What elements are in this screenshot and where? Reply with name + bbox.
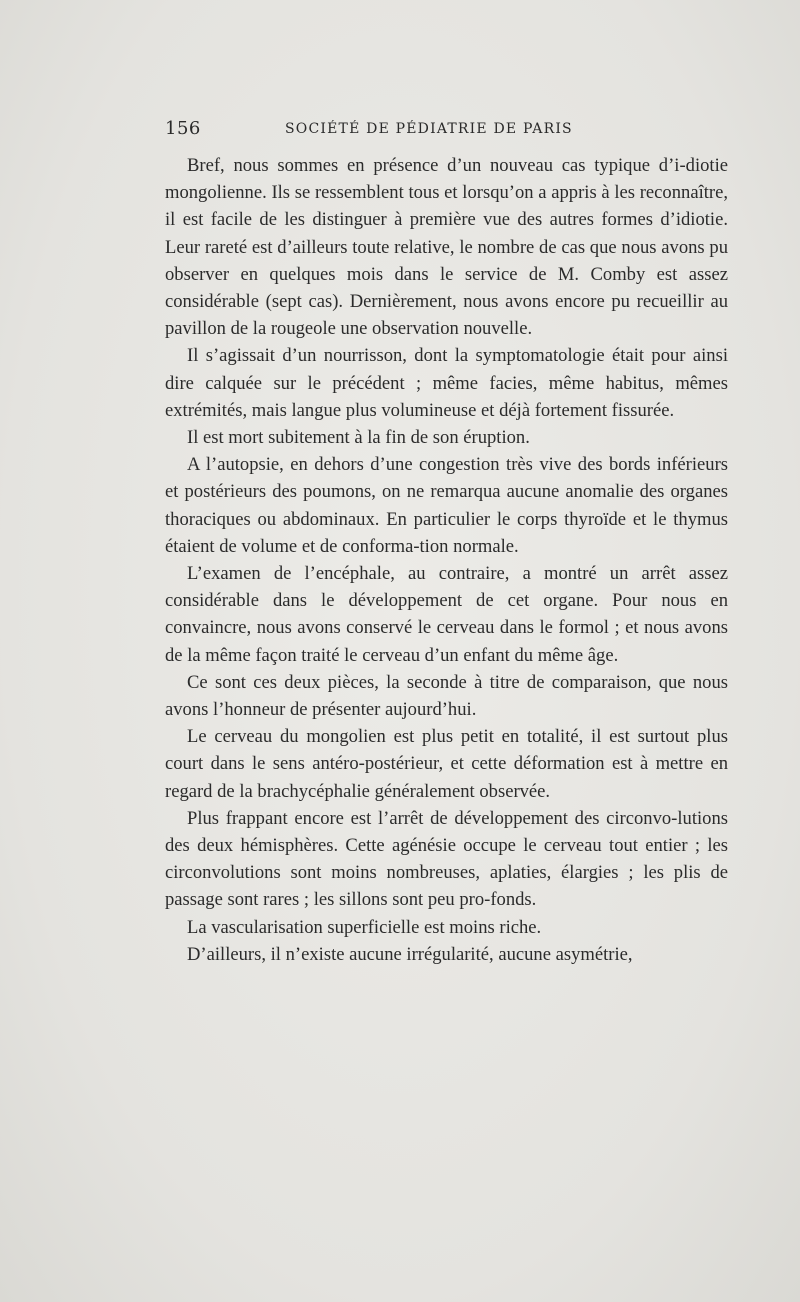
paragraph: Bref, nous sommes en présence d’un nouveau cas typique d’i-diotie mongolienne. Ils se ressemblent tous et lorsqu’on a appris à les reconnaître, il est facile de les distinguer à première vue des autres formes d’idiotie. Leur rareté est d’ailleurs toute relative, le nombre de cas que nous avons pu observer en quelques mois dans le service de M. Comby est assez considérable (sept cas). Dernièrement, nous avons encore pu recueillir au pavillon de la rougeole une observation nouvelle. xyxy=(165,155,728,340)
body-text xyxy=(165,152,728,968)
paragraph: L’examen de l’encéphale, au contraire, a montré un arrêt assez considérable dans le développement de cet organe. Pour nous en convaincre, nous avons conservé le cerveau dans le formol ; et nous avons de la même façon traité le cerveau d’un enfant du même âge. xyxy=(165,563,728,666)
paragraph: D’ailleurs, il n’existe aucune irrégularité, aucune asymétrie, xyxy=(187,943,633,965)
paragraph: Le cerveau du mongolien est plus petit en totalité, il est surtout plus court dans le sens antéro-postérieur, et cette déformation est à mettre en regard de la brachycéphalie généralement observée. xyxy=(165,726,728,802)
paragraph: Il s’agissait d’un nourrisson, dont la symptomatologie était pour ainsi dire calquée sur le précédent ; même facies, même habitus, mêmes extrémités, mais langue plus volumineuse et déjà fortement fissurée. xyxy=(165,345,728,421)
paragraph: Il est mort subitement à la fin de son éruption. xyxy=(187,427,530,449)
paragraph: Plus frappant encore est l’arrêt de développement des circonvo-lutions des deux hémisphères. Cette agénésie occupe le cerveau tout entier ; les circonvolutions sont moins nombreuses, aplaties, élargies ; les plis de passage sont rares ; les sillons sont peu pro-fonds. xyxy=(165,807,728,911)
paragraph: La vascularisation superficielle est moins riche. xyxy=(187,916,542,938)
paragraph: A l’autopsie, en dehors d’une congestion très vive des bords inférieurs et postérieurs des poumons, on ne remarqua aucune anomalie des organes thoraciques ou abdominaux. En particulier le corps thyroïde et le thymus étaient de volume et de conforma-tion normale. xyxy=(165,454,728,557)
page-number: 156 xyxy=(165,118,201,139)
running-title: SOCIÉTÉ DE PÉDIATRIE DE PARIS xyxy=(285,121,573,137)
paragraph: Ce sont ces deux pièces, la seconde à titre de comparaison, que nous avons l’honneur de présenter aujourd’hui. xyxy=(165,671,728,721)
